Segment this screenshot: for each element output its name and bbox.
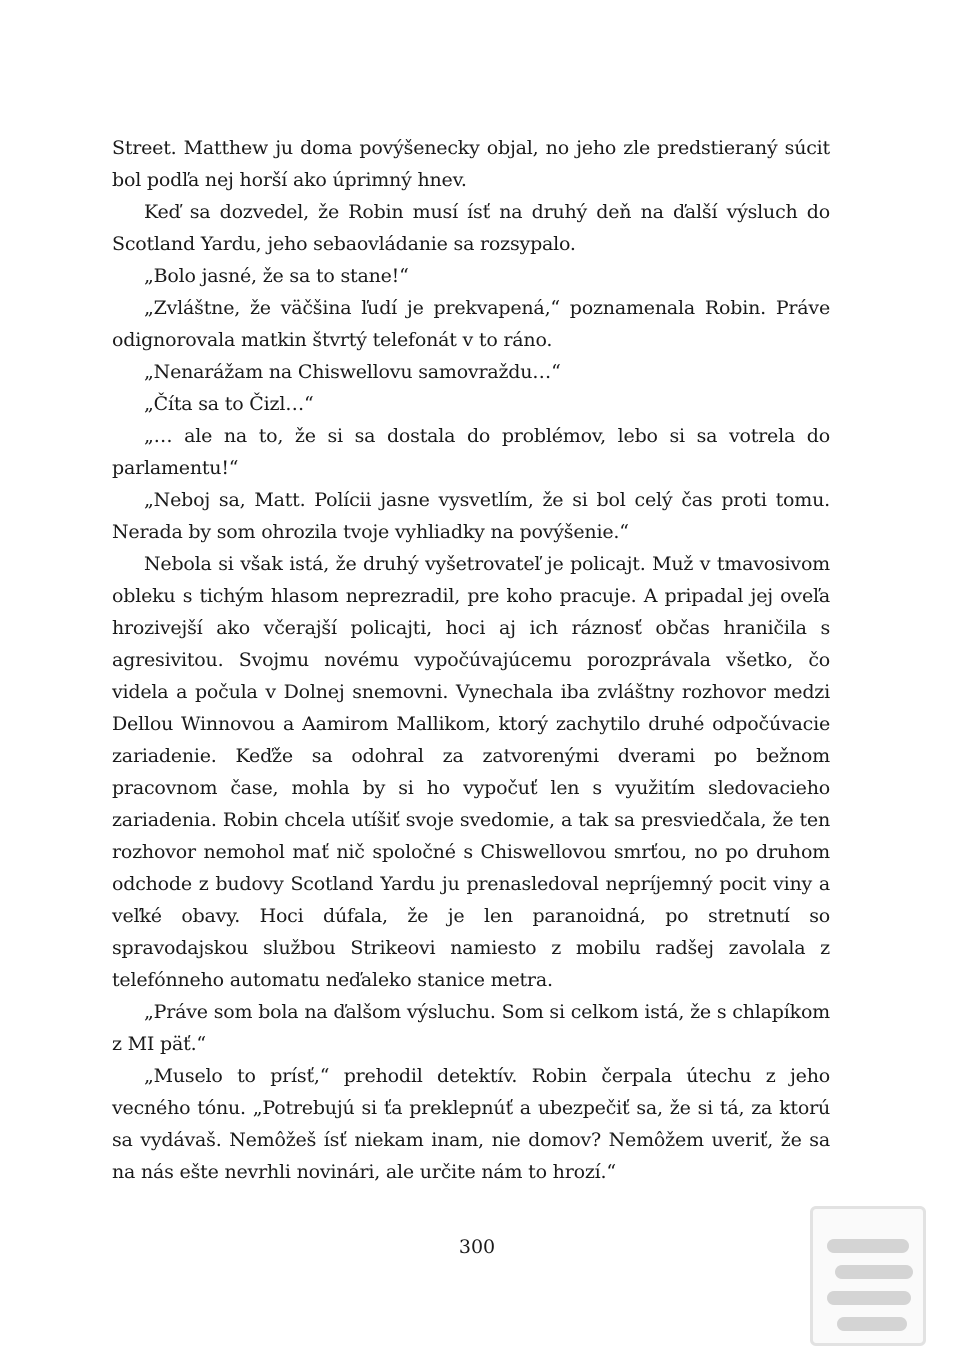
paragraph: „… ale na to, že si sa dostala do problémov, lebo si sa votrela do parlamentu!“ (112, 425, 830, 479)
paragraph: „Práve som bola na ďalšom výsluchu. Som si celkom istá, že s chlapíkom z MI päť.“ (112, 1001, 830, 1055)
paragraph: „Bolo jasné, že sa to stane!“ (144, 265, 409, 287)
paragraph: „Číta sa to Čizl…“ (144, 393, 314, 415)
paragraph: „Nenarážam na Chiswellovu samovraždu…“ (144, 361, 561, 383)
paragraph: Street. Matthew ju doma povýšenecky objal, no jeho zle predstieraný súcit bol podľa nej horší ako úprimný hnev. (112, 137, 830, 191)
paragraph: „Muselo to prísť,“ prehodil detektív. Robin čerpala útechu z jeho vecného tónu. „Potrebujú si ťa preklepnúť a ubezpečiť sa, že si tá, za ktorú sa vydávaš. Nemôžeš ísť niekam inam, nie domov? Nemôžem uveriť, že sa na nás ešte nevrhli novinári, ale určite nám to hrozí.“ (112, 1065, 830, 1183)
paragraph: Keď sa dozvedel, že Robin musí ísť na druhý deň na ďalší výsluch do Scotland Yardu, jeho sebaovládanie sa rozsypalo. (112, 201, 830, 255)
page-number: 300 (458, 1236, 496, 1258)
paragraph: „Neboj sa, Matt. Polícii jasne vysvetlím, že si bol celý čas proti tomu. Nerada by som ohrozila tvoje vyhliadky na povýšenie.“ (112, 489, 830, 543)
paragraph: „Zvláštne, že väčšina ľudí je prekvapená,“ poznamenala Robin. Práve odignorovala matkin štvrtý telefonát v to ráno. (112, 297, 830, 351)
paragraph: Nebola si však istá, že druhý vyšetrovateľ je policajt. Muž v tmavosivom obleku s tichým hlasom neprezradil, pre koho pracuje. A pripadal jej oveľa hrozivejší ako včerajší policajti, hoci aj ich ráznosť občas hraničila s agresivitou. Svojmu novému vypočúvajúcemu porozprávala všetko, čo videla a počula v Dolnej snemovni. Vynechala iba zvláštny rozhovor medzi Dellou Winnovou a Aamirom Mallikom, ktorý zachytilo druhé odpočúvacie zariadenie. Keďže sa odohral za zatvorenými dverami po bežnom pracovnom čase, mohla by si ho vypočuť len s využitím sledovacieho zariadenia. Robin chcela utíšiť svoje svedomie, a tak sa presviedčala, že ten rozhovor nemohol mať nič spoločné s Chiswellovou smrťou, no po druhom odchode z budovy Scotland Yardu ju prenasledoval nepríjemný pocit viny a veľké obavy. Hoci dúfala, že je len paranoidná, po stretnutí so spravodajskou službou Strikeovi namiesto z mobilu radšej zavolala z telefónneho automatu neďaleko stanice metra. (112, 553, 830, 991)
body-text (112, 132, 830, 1188)
book-stack-icon (810, 1206, 926, 1346)
